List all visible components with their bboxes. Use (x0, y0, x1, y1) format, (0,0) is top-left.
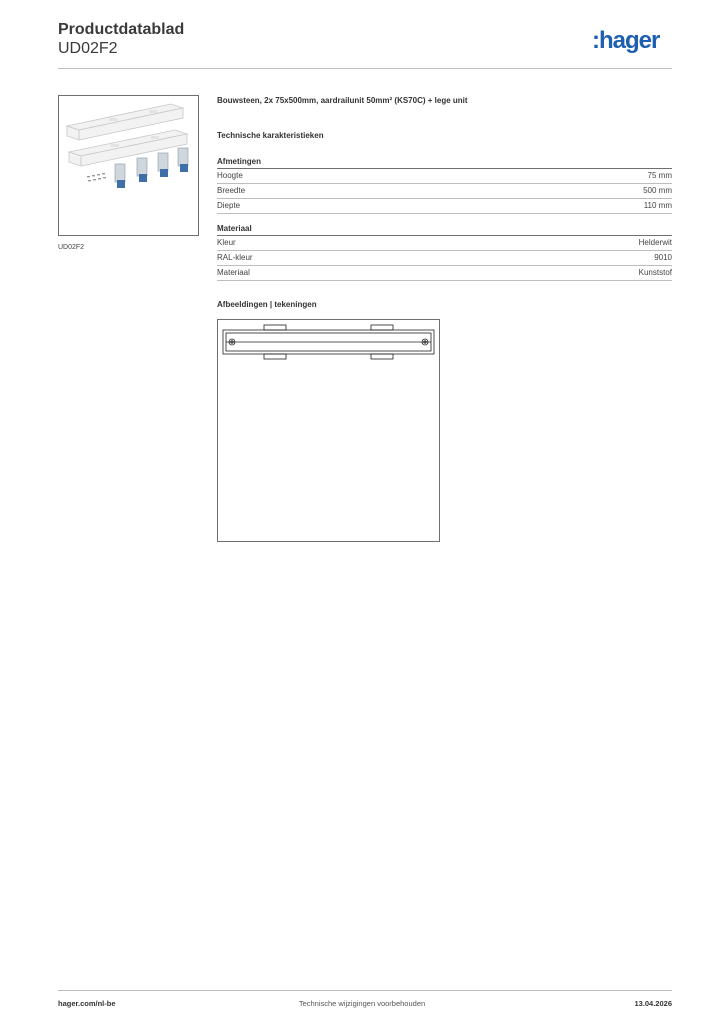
spec-row (217, 236, 672, 251)
spec-group-material (217, 223, 672, 281)
spec-value: Kunststof (638, 268, 672, 277)
product-description: Bouwsteen, 2x 75x500mm, aardrailunit 50mm² (KS70C) + lege unit (217, 96, 468, 105)
footer-divider (58, 990, 672, 991)
spec-label: Breedte (217, 186, 246, 195)
drawings-section-title: Afbeeldingen | tekeningen (217, 300, 317, 309)
product-code: UD02F2 (58, 40, 118, 57)
spec-group-title: Afmetingen (217, 156, 672, 169)
product-image (58, 95, 199, 236)
spec-group-title: Materiaal (217, 223, 672, 236)
spec-value: Helderwit (638, 238, 672, 247)
specs-section-title: Technische karakteristieken (217, 131, 324, 140)
spec-row (217, 199, 672, 214)
spec-group-dimensions (217, 156, 672, 214)
spec-label: Diepte (217, 201, 241, 210)
footer-date: 13.04.2026 (634, 999, 672, 1008)
technical-drawing (217, 319, 440, 542)
footer-notice: Technische wijzigingen voorbehouden (298, 999, 426, 1008)
spec-value: 9010 (654, 253, 672, 262)
spec-value: 500 mm (643, 186, 672, 195)
hager-logo: :hager (592, 27, 660, 54)
spec-label: Materiaal (217, 268, 250, 277)
spec-row (217, 169, 672, 184)
product-photo-illustration (59, 96, 198, 235)
spec-row (217, 266, 672, 281)
spec-label: Hoogte (217, 171, 243, 180)
header-divider (58, 68, 672, 69)
rail-drawing (218, 320, 439, 541)
spec-value: 110 mm (643, 201, 672, 210)
spec-value: 75 mm (647, 171, 672, 180)
spec-row (217, 251, 672, 266)
spec-row (217, 184, 672, 199)
spec-label: Kleur (217, 238, 236, 247)
spec-label: RAL-kleur (217, 253, 253, 262)
product-image-caption: UD02F2 (58, 244, 85, 251)
footer-website[interactable]: hager.com/nl-be (58, 999, 116, 1008)
page-title: Productdatablad (58, 21, 185, 38)
